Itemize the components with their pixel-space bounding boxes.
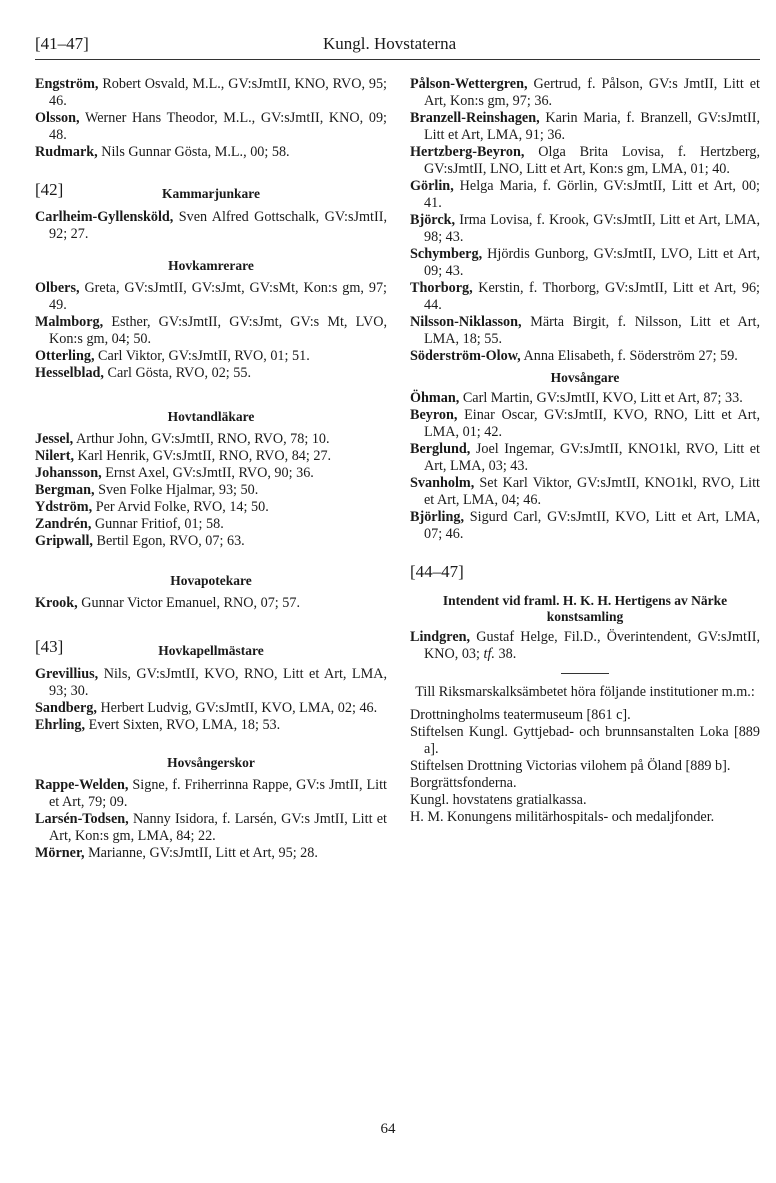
list-item <box>35 533 387 550</box>
entry-name: Lindgren, <box>410 629 471 645</box>
section-number: [43] <box>35 637 64 656</box>
entry-details: Signe, f. Friherrinna Rappe, GV:s JmtII, Litt et Art, 79; 09. <box>49 777 387 810</box>
entry-name: Pålson-Wettergren, <box>410 76 528 92</box>
entry-details: Irma Lovisa, f. Krook, GV:sJmtII, Litt et Art, LMA, 98; 43. <box>424 212 760 245</box>
entry-name: Rudmark, <box>35 144 98 160</box>
entry-name: Branzell-Reinshagen, <box>410 110 540 126</box>
list-item <box>35 516 387 533</box>
right-column <box>410 76 760 826</box>
section-divider <box>561 673 609 674</box>
entry-details: Kerstin, f. Thorborg, GV:sJmtII, Litt et Art, 96; 44. <box>424 280 760 313</box>
list-item <box>410 475 760 509</box>
entry-name: Gripwall, <box>35 533 93 549</box>
page-header <box>35 34 760 62</box>
hovtandlakare-heading: Hovtandläkare <box>167 409 255 424</box>
entry-name: Görlin, <box>410 178 454 194</box>
lindgren-entry <box>410 629 760 663</box>
entry-details: Anna Elisabeth, f. Söderström 27; 59. <box>520 348 738 364</box>
list-item <box>35 144 387 161</box>
list-item <box>35 365 387 382</box>
entry-details: Sven Alfred Gottschalk, GV:sJmtII, 92; 27. <box>49 209 387 242</box>
entry-details: Carl Viktor, GV:sJmtII, RVO, 01; 51. <box>94 348 310 364</box>
page-number: 64 <box>380 1121 396 1137</box>
entry-details: Per Arvid Folke, RVO, 14; 50. <box>92 499 269 515</box>
intendent-heading: Intendent vid framl. H. K. H. Hertigens av Närke konstsamling <box>442 593 728 624</box>
entry-tf: tf. <box>483 646 495 662</box>
hovkamrerare-list <box>35 280 387 382</box>
hovapotekare-list <box>35 595 387 612</box>
list-item <box>35 777 387 811</box>
hovkamrerare-heading: Hovkamrerare <box>168 258 254 273</box>
institutions-list <box>410 707 760 826</box>
list-item <box>35 280 387 314</box>
entry-details: Esther, GV:sJmtII, GV:sJmt, GV:s Mt, LVO, Kon:s gm, 04; 50. <box>49 314 387 347</box>
entry-details: Gunnar Fritiof, 01; 58. <box>91 516 224 532</box>
list-item <box>35 595 387 612</box>
entry-name: Nilsson-Niklasson, <box>410 314 522 330</box>
section-title: Kammarjunkare <box>162 186 260 201</box>
entry-details: Nils Gunnar Gösta, M.L., 00; 58. <box>97 144 290 160</box>
list-item <box>35 700 387 717</box>
entry-name: Öhman, <box>410 390 460 406</box>
entry-name: Sandberg, <box>35 700 97 716</box>
list-item <box>410 178 760 212</box>
entry-name: Hertzberg-Beyron, <box>410 144 525 160</box>
list-item <box>35 666 387 700</box>
list-item <box>35 811 387 845</box>
entry-details: Hjördis Gunborg, GV:sJmtII, LVO, Litt et Art, 09; 43. <box>424 246 760 279</box>
entry-details: Carl Martin, GV:sJmtII, KVO, Litt et Art, 87; 33. <box>459 390 743 406</box>
list-item <box>410 212 760 246</box>
entry-details: Sigurd Carl, GV:sJmtII, KVO, Litt et Art, LMA, 07; 46. <box>424 509 760 542</box>
entry-name: Mörner, <box>35 845 85 861</box>
list-item <box>410 246 760 280</box>
entry-details: Set Karl Viktor, GV:sJmtII, KNO1kl, RVO, Litt et Art, LMA, 04; 46. <box>424 475 760 508</box>
hovsangare-heading: Hovsångare <box>550 370 620 385</box>
list-item: Borgrättsfonderna. <box>410 775 517 791</box>
entry-name: Johansson, <box>35 465 102 481</box>
entry-details: Gunnar Victor Emanuel, RNO, 07; 57. <box>77 595 301 611</box>
entry-name: Svanholm, <box>410 475 475 491</box>
list-item <box>410 407 760 441</box>
list-item: Stiftelsen Drottning Victorias vilohem på Öland [889 b]. <box>410 758 731 774</box>
entry-name: Olsson, <box>35 110 80 126</box>
left-intro-list <box>35 76 387 161</box>
section-range: [41–47] <box>35 34 89 53</box>
list-item <box>35 348 387 365</box>
entry-name: Nilert, <box>35 448 74 464</box>
entry-details: Werner Hans Theodor, M.L., GV:sJmtII, KNO, 09; 48. <box>49 110 387 143</box>
hovkapellmastare-list <box>35 666 387 734</box>
list-item <box>35 482 387 499</box>
list-item <box>35 209 387 243</box>
entry-details: Karl Henrik, GV:sJmtII, RNO, RVO, 84; 27. <box>74 448 332 464</box>
entry-name: Rappe-Welden, <box>35 777 129 793</box>
entry-name: Bergman, <box>35 482 95 498</box>
entry-details: Robert Osvald, M.L., GV:sJmtII, KNO, RVO, 95; 46. <box>49 76 387 109</box>
entry-details: Sven Folke Hjalmar, 93; 50. <box>94 482 259 498</box>
section-43-heading <box>35 638 387 662</box>
list-item <box>410 76 760 110</box>
entry-name: Malmborg, <box>35 314 104 330</box>
entry-details: Gertrud, f. Pålson, GV:s JmtII, Litt et Art, Kon:s gm, 97; 36. <box>424 76 760 109</box>
entry-details: Carl Gösta, RVO, 02; 55. <box>103 365 252 381</box>
list-item <box>35 499 387 516</box>
entry-details: Helga Maria, f. Görlin, GV:sJmtII, Litt et Art, 00; 41. <box>424 178 760 211</box>
right-intro-list <box>410 76 760 365</box>
entry-details: Märta Birgit, f. Nilsson, Litt et Art, LMA, 18; 55. <box>424 314 760 347</box>
list-item <box>35 76 387 110</box>
list-item <box>35 717 387 734</box>
entry-name: Schymberg, <box>410 246 483 262</box>
entry-name: Grevillius, <box>35 666 99 682</box>
kammarjunkare-list <box>35 209 387 243</box>
list-item: H. M. Konungens militärhospitals- och medaljfonder. <box>410 809 715 825</box>
entry-details: Herbert Ludvig, GV:sJmtII, KVO, LMA, 02; 46. <box>96 700 378 716</box>
entry-name: Berglund, <box>410 441 471 457</box>
list-item <box>410 110 760 144</box>
entry-details: Nils, GV:sJmtII, KVO, RNO, Litt et Art, LMA, 93; 30. <box>49 666 387 699</box>
list-item <box>410 509 760 543</box>
list-item <box>410 144 760 178</box>
entry-name: Engström, <box>35 76 99 92</box>
entry-name: Krook, <box>35 595 78 611</box>
list-item <box>410 441 760 475</box>
list-item <box>410 280 760 314</box>
entry-name: Söderström-Olow, <box>410 348 521 364</box>
entry-year: 38. <box>494 646 517 662</box>
list-item <box>410 314 760 348</box>
left-column <box>35 76 387 862</box>
entry-details: Gustaf Helge, Fil.D., Överintendent, GV:sJmtII, KNO, 03; <box>424 629 760 662</box>
list-item <box>410 348 760 365</box>
entry-name: Hesselblad, <box>35 365 104 381</box>
entry-details: Nanny Isidora, f. Larsén, GV:s JmtII, Litt et Art, Kon:s gm, LMA, 84; 22. <box>49 811 387 844</box>
entry-name: Ehrling, <box>35 717 86 733</box>
section-number: [42] <box>35 180 64 199</box>
entry-details: Evert Sixten, RVO, LMA, 18; 53. <box>85 717 281 733</box>
entry-details: Olga Brita Lovisa, f. Hertzberg, GV:sJmtII, LNO, Litt et Art, Kon:s gm, LMA, 01; 40. <box>424 144 760 177</box>
entry-details: Ernst Axel, GV:sJmtII, RVO, 90; 36. <box>101 465 314 481</box>
entry-name: Olbers, <box>35 280 80 296</box>
section-42-heading <box>35 181 387 205</box>
entry-name: Otterling, <box>35 348 95 364</box>
list-item <box>35 431 387 448</box>
hovsangare-list <box>410 390 760 543</box>
entry-details: Arthur John, GV:sJmtII, RNO, RVO, 78; 10. <box>73 431 330 447</box>
entry-name: Björck, <box>410 212 456 228</box>
section-title: Hovkapellmästare <box>158 643 264 658</box>
entry-details: Greta, GV:sJmtII, GV:sJmt, GV:sMt, Kon:s gm, 97; 49. <box>49 280 387 313</box>
list-item: Drottningholms teatermuseum [861 c]. <box>410 707 631 723</box>
entry-name: Larsén-Todsen, <box>35 811 129 827</box>
till-text: Till Riksmarskalksämbetet höra följande institutioner m.m.: <box>415 684 755 700</box>
entry-name: Zandrén, <box>35 516 92 532</box>
hovsangerskor-heading: Hovsångerskor <box>167 755 255 770</box>
entry-name: Björling, <box>410 509 464 525</box>
list-item <box>35 465 387 482</box>
entry-name: Ydström, <box>35 499 93 515</box>
list-item: Stiftelsen Kungl. Gyttjebad- och brunnsanstalten Loka [889 a]. <box>410 724 760 757</box>
list-item <box>35 448 387 465</box>
entry-name: Thorborg, <box>410 280 473 296</box>
entry-details: Joel Ingemar, GV:sJmtII, KNO1kl, RVO, Litt et Art, LMA, 03; 43. <box>424 441 760 474</box>
entry-details: Einar Oscar, GV:sJmtII, KVO, RNO, Litt et Art, LMA, 01; 42. <box>424 407 760 440</box>
hovsangerskor-list <box>35 777 387 862</box>
entry-name: Carlheim-Gyllensköld, <box>35 209 174 225</box>
entry-name: Jessel, <box>35 431 74 447</box>
list-item <box>35 314 387 348</box>
entry-details: Marianne, GV:sJmtII, Litt et Art, 95; 28. <box>84 845 318 861</box>
entry-details: Bertil Egon, RVO, 07; 63. <box>92 533 245 549</box>
list-item: Kungl. hovstatens gratialkassa. <box>410 792 587 808</box>
entry-name: Beyron, <box>410 407 458 423</box>
list-item <box>410 390 760 407</box>
section-44-47-heading <box>410 563 760 587</box>
hovapotekare-heading: Hovapotekare <box>170 573 252 588</box>
header-rule <box>35 59 760 60</box>
running-title: Kungl. Hovstaterna <box>323 34 457 53</box>
list-item <box>35 110 387 144</box>
list-item <box>35 845 387 862</box>
entry-details: Karin Maria, f. Branzell, GV:sJmtII, Litt et Art, LMA, 91; 36. <box>424 110 760 143</box>
section-number: [44–47] <box>410 562 464 581</box>
hovtandlakare-list <box>35 431 387 550</box>
